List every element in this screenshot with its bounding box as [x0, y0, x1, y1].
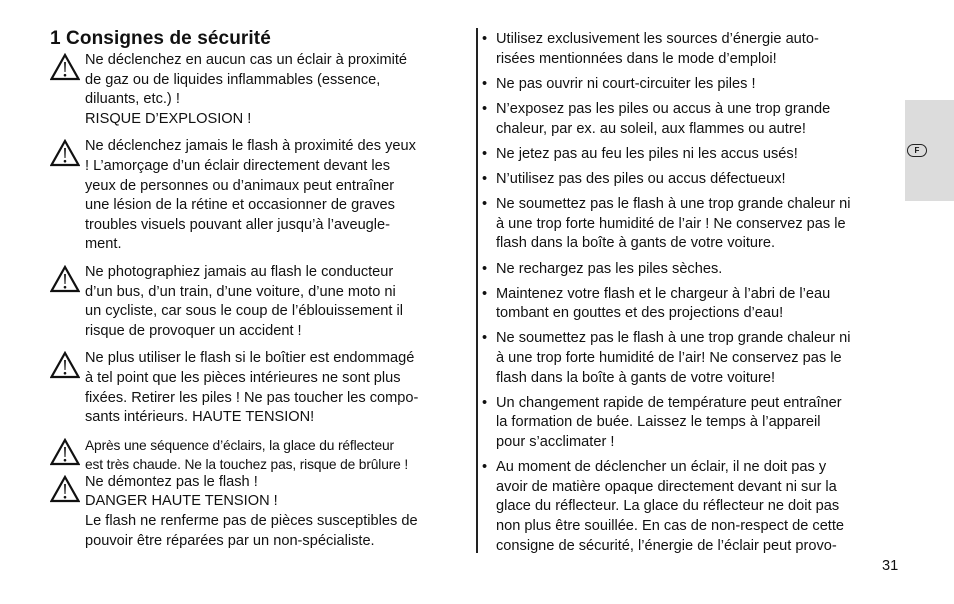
list-item	[482, 260, 906, 280]
list-item-text: Ne rechargez pas les piles sèches.	[496, 260, 723, 277]
bullet-marker: •	[482, 196, 488, 213]
list-item	[482, 170, 906, 190]
list-item	[482, 75, 906, 95]
list-item-text: Ne jetez pas au feu les piles ni les accus usés!	[496, 145, 798, 162]
bullet-marker: •	[482, 145, 488, 162]
list-item-text: Maintenez votre flash et le chargeur à l’abri de l’eau tombant en gouttes et des projections d’eau!	[496, 285, 831, 322]
list-item-text: N’utilisez pas des piles ou accus défectueux!	[496, 170, 786, 187]
warning-item	[50, 137, 472, 255]
bullet-marker: •	[482, 31, 488, 47]
list-item	[482, 30, 906, 69]
section-heading: 1 Consignes de sécurité	[50, 28, 271, 49]
warning-triangle-icon	[50, 475, 80, 503]
bullet-marker: •	[482, 285, 488, 302]
warning-item	[50, 51, 472, 129]
list-item	[482, 458, 906, 556]
list-item	[482, 195, 906, 254]
warning-triangle-icon	[50, 53, 80, 81]
bullet-list	[482, 30, 906, 562]
warning-text: Ne plus utiliser le flash si le boîtier est endommagé à tel point que les pièces intérieures ne sont plus fixées. Retirer les piles ! Ne pas toucher les compo- sants intérieurs. HAUTE TENSION!	[85, 350, 419, 426]
list-item-text: N’exposez pas les piles ou accus à une trop grande chaleur, par ex. au soleil, aux flammes ou autre!	[496, 100, 831, 137]
warning-triangle-icon	[50, 438, 80, 466]
warning-item	[50, 436, 472, 475]
warning-text: Ne démontez pas le flash ! DANGER HAUTE TENSION ! Le flash ne renferme pas de pièces susceptibles de pouvoir être réparées par un non-spécialiste.	[85, 473, 418, 549]
warning-text: Ne photographiez jamais au flash le conducteur d’un bus, d’un train, d’une voiture, d’une moto ni un cycliste, car sous le coup de l’éblouissement il risque de provoquer un accident !	[85, 263, 403, 339]
language-badge: F	[907, 144, 927, 157]
warning-item	[50, 473, 472, 551]
bullet-marker: •	[482, 260, 488, 277]
warning-text: Ne déclenchez en aucun cas un éclair à proximité de gaz ou de liquides inflammables (essence, diluants, etc.) ! RISQUE D’EXPLOSION !	[85, 52, 408, 127]
list-item-text: Au moment de déclencher un éclair, il ne doit pas y avoir de matière opaque directement devant ni sur la glace du réflecteur. La glace du réflecteur ne doit pas non plus être souillée. En cas de non-respect de cette consigne de sécurité, l’énergie de l’éclair peut provo-	[496, 459, 845, 554]
list-item-text: Un changement rapide de température peut entraîner la formation de buée. Laissez le temps à l’appareil pour s’acclimater !	[496, 394, 842, 451]
list-item	[482, 329, 906, 388]
bullet-marker: •	[482, 459, 488, 476]
warning-list	[50, 51, 472, 559]
list-item-text: Ne pas ouvrir ni court-circuiter les piles !	[496, 75, 756, 92]
warning-triangle-icon	[50, 351, 80, 379]
bullet-marker: •	[482, 170, 488, 187]
warning-triangle-icon	[50, 265, 80, 293]
list-item	[482, 145, 906, 165]
bullet-marker: •	[482, 75, 488, 92]
list-item	[482, 394, 906, 453]
warning-item	[50, 349, 472, 427]
warning-text: Ne déclenchez jamais le flash à proximité des yeux ! L’amorçage d’un éclair directement devant les yeux de personnes ou d’animaux peut entraîner une lésion de la rétine et occasionner de graves troubles visuels pouvant aller jusqu’à l’aveugle- ment.	[85, 138, 416, 253]
list-item-text: Utilisez exclusivement les sources d’énergie auto- risées mentionnées dans le mode d’emploi!	[496, 31, 819, 67]
list-item-text: Ne soumettez pas le flash à une trop grande chaleur ni à une trop forte humidité de l’air ! Ne conservez pas le flash dans la boîte à gants de votre voiture.	[496, 196, 851, 252]
list-item-text: Ne soumettez pas le flash à une trop grande chaleur ni à une trop forte humidité de l’air! Ne conservez pas le flash dans la boîte à gants de votre voiture!	[496, 330, 851, 386]
warning-triangle-icon	[50, 139, 80, 167]
bullet-marker: •	[482, 394, 488, 411]
warning-item	[50, 263, 472, 341]
bullet-marker: •	[482, 330, 488, 347]
column-divider	[476, 28, 478, 553]
bullet-marker: •	[482, 100, 488, 117]
list-item	[482, 100, 906, 139]
page-number: 31	[882, 558, 899, 574]
list-item	[482, 285, 906, 324]
warning-text: Après une séquence d’éclairs, la glace du réflecteur est très chaude. Ne la touchez pas, risque de brûlure !	[85, 437, 409, 473]
